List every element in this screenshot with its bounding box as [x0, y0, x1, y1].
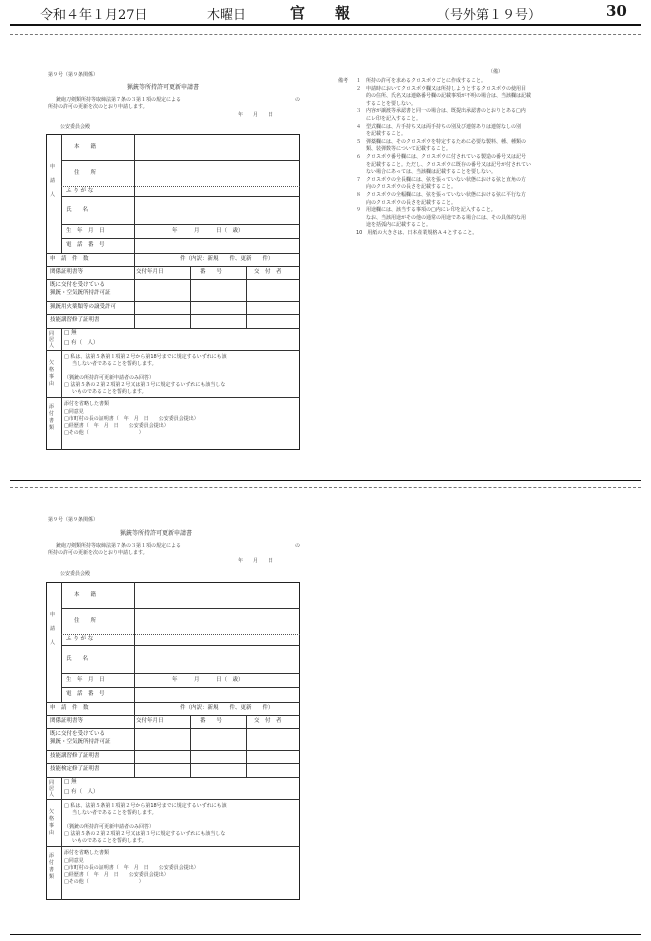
note-line: にレ印を記入すること。 [356, 116, 422, 122]
furigana-label: ふ り が な [66, 636, 94, 642]
disq-2c: いものであることを誓約します。 [72, 389, 147, 395]
witness-none: □ 無 [64, 330, 77, 336]
form-intro-end: の [295, 97, 301, 103]
docs-title: 添付を省略した書類 [64, 850, 110, 856]
cert-header: 関係証明書等 [50, 269, 84, 275]
cert-number-header: 番 号 [200, 269, 223, 275]
section-dashes-top [10, 34, 641, 35]
issue-date: 令和４年１月27日 [40, 8, 148, 23]
note-line: することを要しない。 [356, 100, 417, 107]
note-line: 向のクロスボウの長さを記載すること。 [356, 199, 457, 206]
form-number: 第９号（第９条関係） [48, 517, 99, 523]
cert-header: 関係証明書等 [50, 718, 84, 724]
form-intro-1: 銃砲刀剣類所持等取締法第７条の３第１項の規定による [56, 543, 182, 549]
disq-2c: いものであることを誓約します。 [72, 838, 147, 844]
doc-3: □経歴書（ 年 月 日 公安委員会提出） [64, 872, 169, 878]
honseki-label: 本 籍 [74, 144, 97, 150]
cert-issuer-header: 交 付 者 [254, 718, 282, 724]
note-line: 10 用紙の大きさは、日本産業規格Ａ４とすること。 [356, 230, 478, 236]
form-intro-2: 所持の許可の更新を次のとおり申請します。 [48, 550, 148, 556]
section-rule-bottom [10, 934, 641, 935]
disq-2b: □ 法第５条の２第２項第２号又は第３号に規定するいずれにも該当しな [64, 831, 226, 837]
note-line: を記載すること。ただし、クロスボウに既存の番号又は記号が付されてい [356, 161, 532, 168]
note-line: ４ 型式欄には、片手持ち又は両手持ちの別及び連射ありは連射なしの別 [356, 123, 522, 130]
phone-label: 電 話 番 号 [66, 242, 105, 248]
disq-1a: □ 私は、法第５条第１項第２号から第18号までに規定するいずれにも該 [64, 803, 227, 809]
doc-4: □その他（ ） [64, 879, 144, 885]
witness-exists: □ 有（ 人） [64, 340, 99, 346]
cert-date-header: 交付年月日 [136, 269, 164, 275]
form-number: 第９号（第９条関係） [48, 72, 99, 78]
cert-license-label-2: 猟銃・空気銃所持許可証 [50, 290, 111, 296]
witness-exists: □ 有（ 人） [64, 789, 99, 795]
cert-license-label-1: 既に交付を受けている [50, 282, 106, 288]
form-intro-2: 所持の許可の更新を次のとおり申請します。 [48, 104, 148, 110]
witness-none: □ 無 [64, 779, 77, 785]
note-line: ２ 申請時においてクロスボウ欄又は所持しようとするクロスボウの使用目 [356, 85, 527, 92]
form-title: 猟銃等所持許可更新申請書 [127, 84, 200, 91]
birth-value: 年 月 日（ 歳） [172, 677, 244, 683]
disq-2a: （猟銃の所持許可更新申請者のみ回答） [64, 824, 155, 830]
birth-label: 生 年 月 日 [66, 677, 105, 683]
disq-2a: （猟銃の所持許可更新申請者のみ回答） [64, 375, 155, 381]
page-number: 30 [606, 2, 627, 20]
note-line: ８ クロスボウの全幅欄には、弦を張っていない状態における弦に平行な方 [356, 192, 527, 198]
witness-label: 同居人 [49, 780, 55, 798]
birth-label: 生 年 月 日 [66, 228, 105, 234]
disq-label: 欠格事由 [49, 809, 55, 836]
note-line: なお、当該用途がその他の通常の用途である場合には、その具体的な用 [356, 214, 527, 221]
docs-label: 添付書類 [49, 404, 55, 431]
birth-value: 年 月 日（ 歳） [172, 228, 244, 234]
form-date-line: 年 月 日 [238, 558, 274, 564]
applicant-label: 申請人 [50, 164, 56, 198]
doc-3: □経歴書（ 年 月 日 公安委員会提出） [64, 423, 169, 429]
cert-issuer-header: 交 付 者 [254, 269, 282, 275]
note-line: ６ クロスボウ番号欄には、クロスボウに付されている製造の番号又は記号 [356, 154, 527, 160]
honseki-label: 本 籍 [74, 592, 97, 598]
form-date-line: 年 月 日 [238, 112, 274, 118]
docs-title: 添付を省略した書類 [64, 401, 110, 407]
cert-gunpowder-label: 猟銃用火薬類等の譲受許可 [50, 304, 117, 310]
notes-heading: （備） [488, 69, 504, 75]
gazette-title: 官 報 [290, 4, 351, 22]
disq-2b: □ 法第５条の２第２項第２号又は第３号に規定するいずれにも該当しな [64, 382, 226, 388]
doc-2: □市町村の長の証明書（ 年 月 日 公安委員会提出） [64, 416, 199, 422]
cert-skill-label: 技能検定修了証明書 [50, 766, 100, 772]
phone-label: 電 話 番 号 [66, 691, 105, 697]
count-label: 申 請 件 数 [50, 705, 89, 711]
issue-number: （号外第１９号） [437, 8, 542, 23]
cert-license-label-1: 既に交付を受けている [50, 731, 106, 737]
jusho-label: 住 所 [74, 170, 97, 176]
note-line: を記載すること。 [356, 131, 407, 138]
note-line: ５ 弾薬欄には、そのクロスボウを特定するために必要な製料、種、種類の [356, 138, 527, 145]
doc-1: □同意見 [64, 409, 84, 415]
count-value: 件（内訳：新規 件、更新 件） [180, 705, 274, 711]
doc-1: □同意見 [64, 858, 84, 864]
note-line: ７ クロスボウの全長欄には、弦を張っていない状態における弦と直角の方 [356, 176, 527, 183]
applicant-label: 申請人 [50, 612, 56, 646]
count-value: 件（内訳：新規 件、更新 件） [180, 256, 274, 262]
furigana-label: ふ り が な [66, 188, 94, 194]
doc-2: □市町村の長の証明書（ 年 月 日 公安委員会提出） [64, 865, 199, 871]
name-label: 氏 名 [66, 207, 89, 213]
issue-weekday: 木曜日 [207, 8, 247, 23]
form-intro-1: 銃砲刀剣類所持等取締法第７条の３第１項の規定による [56, 97, 182, 103]
note-line: １ 所持の許可を求めるクロスボウごとに作成すること。 [356, 78, 487, 84]
witness-label: 同居人 [49, 331, 55, 349]
notes-label: 備考 [338, 78, 349, 84]
cert-number-header: 番 号 [200, 718, 223, 724]
form-addressee: 公安委員会殿 [60, 571, 91, 577]
note-line: ３ 内容が譲渡等承認書と同一の場合は、既提出承認書のとおりとある□内 [356, 108, 526, 115]
form-title: 猟銃等所持許可更新申請書 [120, 530, 193, 537]
cert-training-label: 技能講習修了証明書 [50, 317, 100, 323]
disq-1b: 当しない者であることを誓約します。 [72, 810, 157, 816]
note-line: 途を括弧内に記載すること。 [356, 222, 432, 229]
doc-4: □その他（ ） [64, 430, 144, 436]
name-label: 氏 名 [66, 656, 89, 662]
note-line: ない場合にあっては、当該欄は記載することを要しない。 [356, 169, 496, 176]
header-rule [10, 24, 641, 26]
cert-date-header: 交付年月日 [136, 718, 164, 724]
cert-training-label: 技能講習修了証明書 [50, 753, 100, 759]
note-line: ９ 用途欄には、該当する事項の□内にレ印を記入すること。 [356, 207, 496, 214]
section-rule-mid [10, 480, 641, 481]
form-addressee: 公安委員会殿 [60, 124, 91, 130]
note-line: 類、装弾数等について記載すること。 [356, 146, 451, 153]
disq-label: 欠格事由 [49, 360, 55, 387]
note-line: 的の住所、氏名又は連絡番号欄の記載事項が不明の場合は、当該欄は記載 [356, 93, 532, 100]
cert-license-label-2: 猟銃・空気銃所持許可証 [50, 739, 111, 745]
note-line: 向のクロスボウの長さを記載すること。 [356, 184, 457, 191]
docs-label: 添付書類 [49, 853, 55, 880]
jusho-label: 住 所 [74, 618, 97, 624]
disq-1a: □ 私は、法第５条第１項第２号から第18号までに規定するいずれにも該 [64, 354, 227, 360]
section-dashes-mid [10, 487, 641, 488]
disq-1b: 当しない者であることを誓約します。 [72, 361, 157, 367]
form-intro-end: の [295, 543, 301, 549]
count-label: 申 請 件 数 [50, 256, 89, 262]
